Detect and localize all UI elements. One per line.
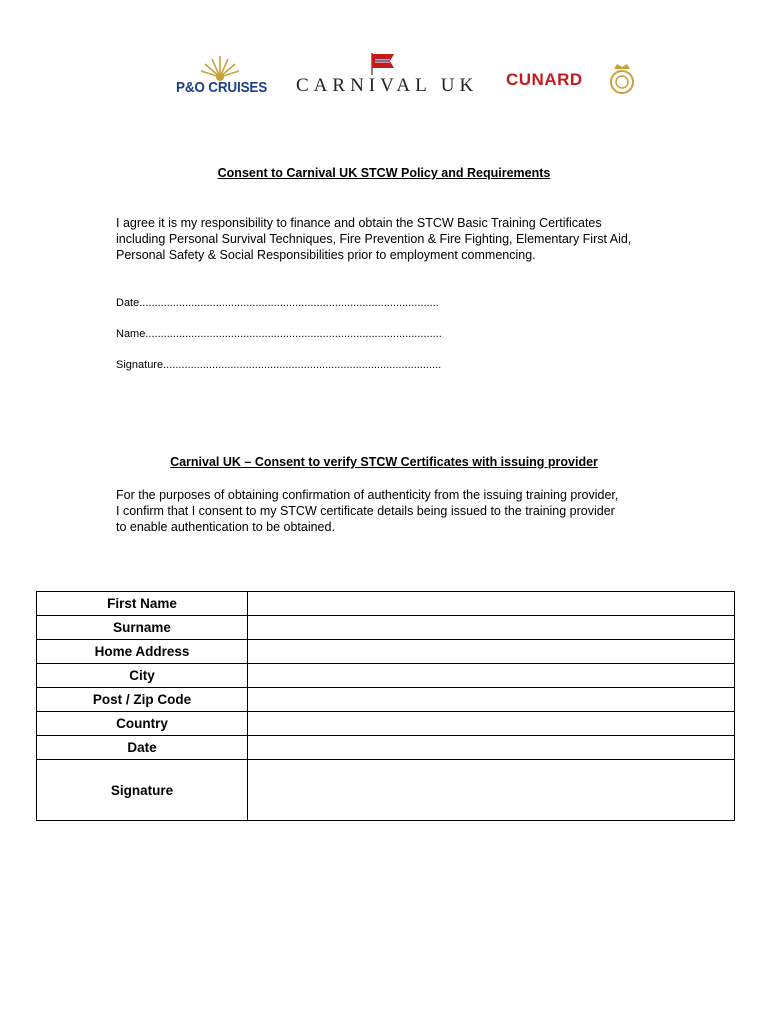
carnival-uk-wordmark: CARNIVAL UK	[296, 75, 479, 96]
section2-body-line: I confirm that I consent to my STCW certificate details being issued to the training provider	[116, 504, 615, 518]
table-row	[37, 736, 735, 760]
surname-label: Surname	[37, 616, 248, 640]
date-field[interactable]: Date..................................................................................................	[116, 297, 439, 309]
signature-input[interactable]	[248, 760, 735, 821]
details-form-table	[36, 591, 735, 821]
post-zip-code-label: Post / Zip Code	[37, 688, 248, 712]
cunard-logo	[506, 61, 642, 101]
section1-title: Consent to Carnival UK STCW Policy and Requirements	[217, 166, 551, 180]
section1-body-line: including Personal Survival Techniques, Fire Prevention & Fire Fighting, Elementary First Aid,	[116, 232, 632, 246]
home-address-input[interactable]	[248, 640, 735, 664]
po-cruises-logo	[176, 53, 266, 99]
name-field[interactable]: Name.................................................................................................	[116, 328, 442, 340]
flag-icon	[368, 51, 398, 75]
section1-body-line: Personal Safety & Social Responsibilities prior to employment commencing.	[116, 248, 536, 262]
section2-body	[116, 487, 676, 535]
table-row	[37, 688, 735, 712]
table-row	[37, 592, 735, 616]
date-label: Date	[37, 736, 248, 760]
section2-body-line: For the purposes of obtaining confirmation of authenticity from the issuing training provider,	[116, 488, 619, 502]
carnival-uk-logo	[296, 51, 479, 97]
signature-field[interactable]: Signature...........................................................................................	[116, 359, 442, 371]
logo-bar	[0, 45, 768, 105]
section1-body	[116, 215, 676, 263]
country-input[interactable]	[248, 712, 735, 736]
table-row	[37, 616, 735, 640]
city-label: City	[37, 664, 248, 688]
cunard-wordmark: CUNARD	[506, 70, 583, 89]
table-row	[37, 640, 735, 664]
country-label: Country	[37, 712, 248, 736]
date-input[interactable]	[248, 736, 735, 760]
city-input[interactable]	[248, 664, 735, 688]
sunburst-icon	[176, 53, 266, 81]
po-cruises-wordmark: P&O CRUISES	[176, 79, 268, 96]
crest-icon	[604, 61, 640, 97]
signature-label: Signature	[37, 760, 248, 821]
table-row	[37, 712, 735, 736]
table-row	[37, 760, 735, 821]
section1-body-line: I agree it is my responsibility to finance and obtain the STCW Basic Training Certificates	[116, 216, 602, 230]
table-row	[37, 664, 735, 688]
surname-input[interactable]	[248, 616, 735, 640]
first-name-input[interactable]	[248, 592, 735, 616]
post-zip-code-input[interactable]	[248, 688, 735, 712]
first-name-label: First Name	[37, 592, 248, 616]
home-address-label: Home Address	[37, 640, 248, 664]
section2-title: Carnival UK – Consent to verify STCW Certificates with issuing provider	[170, 455, 598, 469]
section2-body-line: to enable authentication to be obtained.	[116, 520, 335, 534]
